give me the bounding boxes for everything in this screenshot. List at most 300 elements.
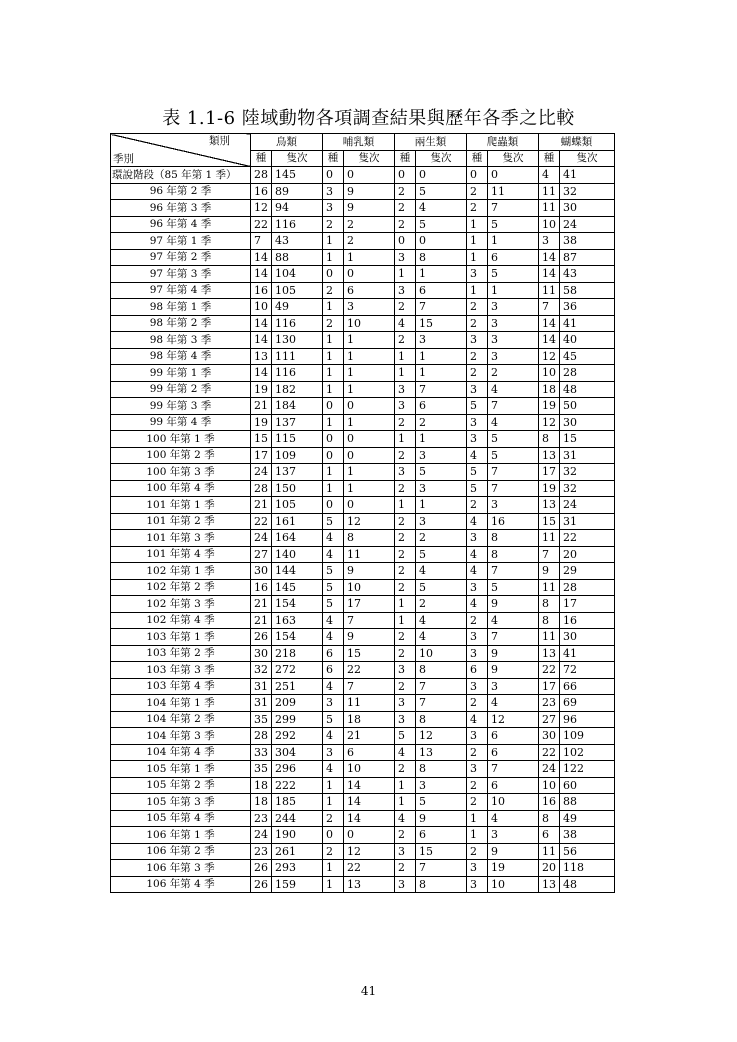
row-label: 103 年第 1 季 [111,629,251,646]
species-count-cell: 1 [323,233,344,250]
species-count-cell: 3 [467,530,488,547]
species-count-cell: 2 [395,678,416,695]
species-count-cell: 28 [251,728,272,745]
table-body [111,167,615,893]
species-count-cell: 1 [323,480,344,497]
species-count-cell: 4 [323,678,344,695]
individual-count-cell: 159 [272,876,323,893]
species-count-cell: 24 [251,827,272,844]
individual-count-cell: 218 [272,645,323,662]
table-row [111,513,615,530]
individual-count-cell: 0 [344,266,395,283]
individual-count-cell: 3 [344,299,395,316]
species-count-cell: 1 [323,794,344,811]
species-count-cell: 0 [395,167,416,184]
table-row [111,843,615,860]
species-count-cell: 0 [323,431,344,448]
individual-count-cell: 116 [272,216,323,233]
individual-count-cell: 1 [344,414,395,431]
table-row [111,678,615,695]
species-count-cell: 15 [539,513,560,530]
species-count-cell: 1 [467,282,488,299]
row-label: 104 年第 3 季 [111,728,251,745]
species-count-cell: 1 [323,381,344,398]
individual-count-cell: 12 [344,843,395,860]
table-row [111,249,615,266]
group-header-row [111,134,615,151]
species-count-cell: 3 [467,629,488,646]
species-count-cell: 35 [251,761,272,778]
species-count-cell: 11 [539,843,560,860]
species-count-cell: 17 [251,447,272,464]
individual-count-cell: 30 [560,200,615,217]
individual-count-cell: 7 [488,480,539,497]
species-count-cell: 2 [323,282,344,299]
individual-count-cell: 6 [488,728,539,745]
individual-count-cell: 9 [344,563,395,580]
individual-count-cell: 89 [272,183,323,200]
individual-count-cell: 3 [416,332,467,349]
row-label: 102 年第 4 季 [111,612,251,629]
species-count-cell: 13 [539,645,560,662]
species-count-cell: 5 [323,563,344,580]
individual-count-cell: 140 [272,546,323,563]
sub-header-count: 隻次 [272,150,323,167]
individual-count-cell: 8 [416,249,467,266]
species-count-cell: 4 [395,315,416,332]
species-count-cell: 22 [251,513,272,530]
individual-count-cell: 7 [416,299,467,316]
individual-count-cell: 4 [488,414,539,431]
individual-count-cell: 4 [488,612,539,629]
species-count-cell: 0 [467,167,488,184]
individual-count-cell: 6 [344,744,395,761]
species-count-cell: 5 [323,513,344,530]
individual-count-cell: 49 [560,810,615,827]
species-count-cell: 4 [467,447,488,464]
individual-count-cell: 6 [416,827,467,844]
species-count-cell: 23 [539,695,560,712]
row-label: 106 年第 3 季 [111,860,251,877]
individual-count-cell: 111 [272,348,323,365]
species-count-cell: 19 [539,480,560,497]
individual-count-cell: 145 [272,579,323,596]
row-label: 100 年第 4 季 [111,480,251,497]
survey-comparison-table [110,133,615,893]
table-row [111,233,615,250]
species-count-cell: 2 [323,315,344,332]
species-count-cell: 1 [395,794,416,811]
species-count-cell: 1 [323,249,344,266]
individual-count-cell: 7 [488,464,539,481]
individual-count-cell: 18 [344,711,395,728]
row-label: 97 年第 3 季 [111,266,251,283]
species-count-cell: 19 [251,381,272,398]
table-row [111,348,615,365]
species-count-cell: 6 [323,645,344,662]
individual-count-cell: 17 [560,596,615,613]
individual-count-cell: 5 [416,794,467,811]
species-count-cell: 24 [539,761,560,778]
species-count-cell: 4 [323,546,344,563]
species-count-cell: 3 [467,579,488,596]
sub-header-species: 種 [539,150,560,167]
row-label: 105 年第 4 季 [111,810,251,827]
individual-count-cell: 0 [344,497,395,514]
species-count-cell: 26 [251,860,272,877]
species-count-cell: 31 [251,678,272,695]
species-count-cell: 11 [539,629,560,646]
individual-count-cell: 102 [560,744,615,761]
species-count-cell: 14 [251,365,272,382]
table-row [111,563,615,580]
species-count-cell: 27 [539,711,560,728]
individual-count-cell: 48 [560,876,615,893]
species-count-cell: 3 [467,381,488,398]
row-label: 104 年第 2 季 [111,711,251,728]
row-label: 98 年第 2 季 [111,315,251,332]
species-count-cell: 14 [251,266,272,283]
table-row [111,332,615,349]
row-label: 103 年第 2 季 [111,645,251,662]
individual-count-cell: 88 [272,249,323,266]
individual-count-cell: 41 [560,167,615,184]
individual-count-cell: 21 [344,728,395,745]
individual-count-cell: 6 [488,249,539,266]
group-header-reptiles: 爬蟲類 [467,134,539,151]
species-count-cell: 22 [539,744,560,761]
species-count-cell: 10 [539,216,560,233]
species-count-cell: 14 [539,332,560,349]
species-count-cell: 2 [467,497,488,514]
individual-count-cell: 29 [560,563,615,580]
individual-count-cell: 60 [560,777,615,794]
individual-count-cell: 4 [488,381,539,398]
individual-count-cell: 7 [416,695,467,712]
species-count-cell: 8 [539,810,560,827]
table-row [111,414,615,431]
row-label: 100 年第 1 季 [111,431,251,448]
row-label: 104 年第 1 季 [111,695,251,712]
species-count-cell: 8 [539,431,560,448]
table-row [111,827,615,844]
individual-count-cell: 1 [344,464,395,481]
individual-count-cell: 182 [272,381,323,398]
individual-count-cell: 66 [560,678,615,695]
individual-count-cell: 2 [416,596,467,613]
row-label: 106 年第 4 季 [111,876,251,893]
individual-count-cell: 10 [344,579,395,596]
species-count-cell: 18 [539,381,560,398]
diagonal-header-cell [111,134,251,167]
individual-count-cell: 7 [416,381,467,398]
species-count-cell: 1 [323,876,344,893]
species-count-cell: 2 [395,761,416,778]
individual-count-cell: 4 [488,695,539,712]
individual-count-cell: 2 [344,233,395,250]
species-count-cell: 2 [467,777,488,794]
species-count-cell: 13 [539,497,560,514]
individual-count-cell: 94 [272,200,323,217]
table-row [111,200,615,217]
individual-count-cell: 9 [344,200,395,217]
individual-count-cell: 30 [560,629,615,646]
individual-count-cell: 0 [344,167,395,184]
individual-count-cell: 3 [488,497,539,514]
row-label: 101 年第 4 季 [111,546,251,563]
species-count-cell: 19 [539,398,560,415]
individual-count-cell: 137 [272,414,323,431]
individual-count-cell: 3 [488,348,539,365]
individual-count-cell: 38 [560,233,615,250]
individual-count-cell: 1 [416,497,467,514]
individual-count-cell: 105 [272,497,323,514]
individual-count-cell: 31 [560,513,615,530]
individual-count-cell: 109 [272,447,323,464]
individual-count-cell: 2 [416,414,467,431]
individual-count-cell: 3 [488,299,539,316]
individual-count-cell: 12 [488,711,539,728]
species-count-cell: 2 [467,183,488,200]
individual-count-cell: 0 [416,233,467,250]
table-row [111,266,615,283]
species-count-cell: 22 [539,662,560,679]
individual-count-cell: 5 [416,579,467,596]
species-count-cell: 3 [395,282,416,299]
individual-count-cell: 5 [488,216,539,233]
row-label: 100 年第 3 季 [111,464,251,481]
species-count-cell: 2 [395,513,416,530]
species-count-cell: 23 [251,810,272,827]
individual-count-cell: 1 [344,348,395,365]
individual-count-cell: 32 [560,480,615,497]
individual-count-cell: 10 [416,645,467,662]
species-count-cell: 4 [467,513,488,530]
table-row [111,216,615,233]
row-label: 97 年第 1 季 [111,233,251,250]
species-count-cell: 14 [539,315,560,332]
table-row [111,480,615,497]
group-header-butterflies: 蝴蝶類 [539,134,615,151]
table-row [111,777,615,794]
individual-count-cell: 6 [488,777,539,794]
species-count-cell: 1 [467,233,488,250]
individual-count-cell: 9 [488,843,539,860]
table-row [111,695,615,712]
row-label: 99 年第 4 季 [111,414,251,431]
species-count-cell: 3 [395,695,416,712]
individual-count-cell: 14 [344,794,395,811]
individual-count-cell: 87 [560,249,615,266]
species-count-cell: 18 [251,777,272,794]
row-label: 105 年第 2 季 [111,777,251,794]
species-count-cell: 10 [539,777,560,794]
individual-count-cell: 5 [488,447,539,464]
table-row [111,546,615,563]
individual-count-cell: 7 [344,612,395,629]
row-label: 102 年第 3 季 [111,596,251,613]
individual-count-cell: 3 [416,513,467,530]
species-count-cell: 24 [251,530,272,547]
species-count-cell: 26 [251,629,272,646]
table-row [111,447,615,464]
table-row [111,299,615,316]
species-count-cell: 28 [251,480,272,497]
individual-count-cell: 0 [344,431,395,448]
individual-count-cell: 3 [416,447,467,464]
individual-count-cell: 9 [416,810,467,827]
species-count-cell: 1 [323,414,344,431]
individual-count-cell: 209 [272,695,323,712]
individual-count-cell: 5 [488,431,539,448]
species-count-cell: 3 [395,662,416,679]
species-count-cell: 1 [323,860,344,877]
individual-count-cell: 296 [272,761,323,778]
species-count-cell: 2 [467,695,488,712]
individual-count-cell: 116 [272,365,323,382]
individual-count-cell: 22 [344,860,395,877]
species-count-cell: 2 [467,348,488,365]
species-count-cell: 10 [251,299,272,316]
row-label: 96 年第 3 季 [111,200,251,217]
species-count-cell: 3 [467,332,488,349]
individual-count-cell: 304 [272,744,323,761]
species-count-cell: 2 [395,414,416,431]
species-count-cell: 1 [395,777,416,794]
species-count-cell: 2 [395,530,416,547]
species-count-cell: 4 [395,810,416,827]
individual-count-cell: 6 [344,282,395,299]
species-count-cell: 17 [539,464,560,481]
individual-count-cell: 56 [560,843,615,860]
individual-count-cell: 8 [416,711,467,728]
individual-count-cell: 15 [416,315,467,332]
individual-count-cell: 9 [488,645,539,662]
species-count-cell: 11 [539,579,560,596]
individual-count-cell: 96 [560,711,615,728]
individual-count-cell: 7 [416,860,467,877]
species-count-cell: 1 [467,827,488,844]
species-count-cell: 2 [395,480,416,497]
species-count-cell: 2 [323,216,344,233]
species-count-cell: 2 [323,810,344,827]
individual-count-cell: 7 [416,678,467,695]
individual-count-cell: 69 [560,695,615,712]
species-count-cell: 3 [467,266,488,283]
individual-count-cell: 6 [488,744,539,761]
individual-count-cell: 161 [272,513,323,530]
table-row [111,761,615,778]
species-count-cell: 7 [539,299,560,316]
individual-count-cell: 184 [272,398,323,415]
table-row [111,183,615,200]
table-row [111,728,615,745]
species-count-cell: 21 [251,596,272,613]
individual-count-cell: 8 [344,530,395,547]
table-row [111,596,615,613]
individual-count-cell: 14 [344,777,395,794]
species-count-cell: 33 [251,744,272,761]
individual-count-cell: 115 [272,431,323,448]
species-count-cell: 11 [539,282,560,299]
individual-count-cell: 2 [416,530,467,547]
individual-count-cell: 3 [488,827,539,844]
individual-count-cell: 9 [488,662,539,679]
species-count-cell: 11 [539,183,560,200]
individual-count-cell: 28 [560,579,615,596]
row-label: 101 年第 2 季 [111,513,251,530]
species-count-cell: 1 [323,464,344,481]
table-row [111,282,615,299]
species-count-cell: 3 [467,761,488,778]
table-row [111,497,615,514]
individual-count-cell: 10 [488,794,539,811]
individual-count-cell: 1 [344,332,395,349]
species-count-cell: 17 [539,678,560,695]
individual-count-cell: 8 [416,876,467,893]
species-count-cell: 21 [251,612,272,629]
species-count-cell: 2 [395,299,416,316]
table-row [111,530,615,547]
individual-count-cell: 4 [416,629,467,646]
row-label: 101 年第 1 季 [111,497,251,514]
row-label: 98 年第 1 季 [111,299,251,316]
species-count-cell: 4 [467,596,488,613]
row-label: 99 年第 3 季 [111,398,251,415]
individual-count-cell: 122 [560,761,615,778]
individual-count-cell: 10 [488,876,539,893]
individual-count-cell: 58 [560,282,615,299]
individual-count-cell: 5 [488,579,539,596]
species-count-cell: 0 [323,398,344,415]
species-count-cell: 3 [467,860,488,877]
row-label: 105 年第 3 季 [111,794,251,811]
species-count-cell: 1 [323,348,344,365]
individual-count-cell: 17 [344,596,395,613]
species-count-cell: 14 [251,249,272,266]
species-count-cell: 7 [539,546,560,563]
row-label: 106 年第 2 季 [111,843,251,860]
species-count-cell: 4 [323,629,344,646]
individual-count-cell: 3 [488,678,539,695]
individual-count-cell: 16 [488,513,539,530]
species-count-cell: 2 [395,629,416,646]
species-count-cell: 2 [395,200,416,217]
species-count-cell: 3 [395,843,416,860]
species-count-cell: 30 [251,563,272,580]
species-count-cell: 1 [395,266,416,283]
row-label: 103 年第 3 季 [111,662,251,679]
individual-count-cell: 22 [560,530,615,547]
individual-count-cell: 3 [488,315,539,332]
individual-count-cell: 9 [344,183,395,200]
species-count-cell: 21 [251,497,272,514]
species-count-cell: 0 [323,266,344,283]
individual-count-cell: 154 [272,629,323,646]
species-count-cell: 1 [395,497,416,514]
individual-count-cell: 41 [560,315,615,332]
species-count-cell: 12 [539,348,560,365]
species-count-cell: 11 [539,200,560,217]
individual-count-cell: 20 [560,546,615,563]
species-count-cell: 4 [467,563,488,580]
individual-count-cell: 104 [272,266,323,283]
group-header-birds: 鳥類 [251,134,323,151]
individual-count-cell: 7 [488,761,539,778]
species-count-cell: 16 [539,794,560,811]
sub-header-count: 隻次 [416,150,467,167]
individual-count-cell: 36 [560,299,615,316]
